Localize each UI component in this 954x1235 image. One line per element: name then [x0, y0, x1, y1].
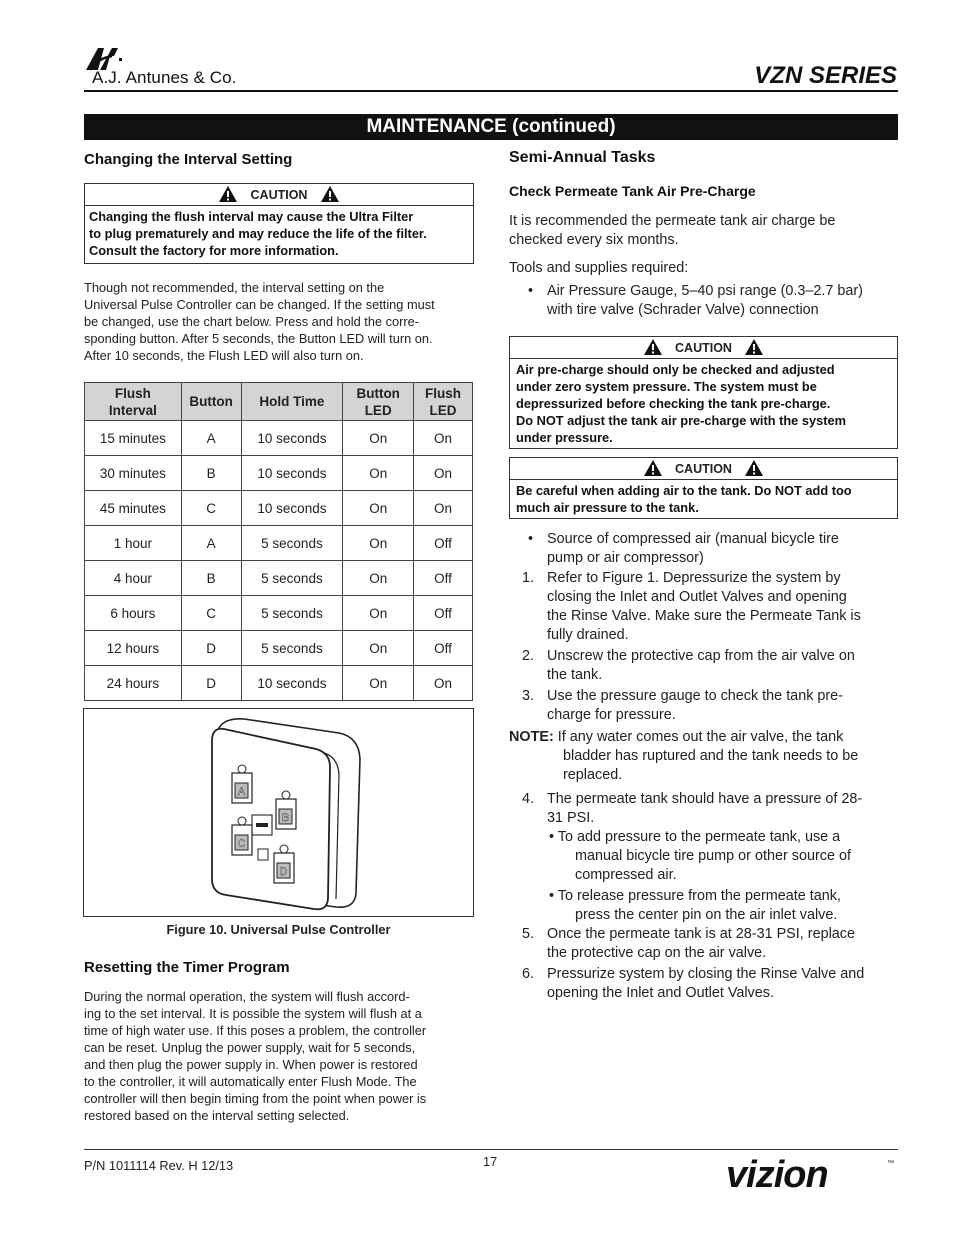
cell-button-led: On: [343, 491, 414, 526]
steps-list-c: [509, 925, 899, 1003]
cell-hold-time: 5 seconds: [241, 526, 343, 561]
button-a-label: A: [237, 786, 246, 798]
sub-bullet-item: • To add pressure to the permeate tank, use a manual bicycle tire pump or other source of compressed air.: [549, 829, 851, 883]
warning-icon: [644, 339, 662, 355]
cell-flush-interval: 24 hours: [85, 666, 182, 701]
warning-icon: [321, 186, 339, 202]
vizion-logo: [726, 1156, 896, 1192]
note-line: bladder has ruptured and the tank needs to be: [563, 748, 859, 764]
warning-icon: [219, 186, 237, 202]
table-row: [85, 666, 473, 701]
caution-line: to plug prematurely and may reduce the life of the filter.: [89, 226, 427, 241]
paragraph-line: controller will then begin timing from the point when power is: [84, 1091, 427, 1106]
col-header-button: Button: [181, 383, 241, 421]
cell-flush-interval: 12 hours: [85, 631, 182, 666]
paragraph-line: During the normal operation, the system will flush accord-: [84, 989, 410, 1004]
cell-button-led: On: [343, 526, 414, 561]
intro-paragraph: [509, 212, 899, 250]
warning-icon: [644, 460, 662, 476]
paragraph-line: sponding button. After 5 seconds, the Button LED will turn on.: [84, 331, 433, 346]
caution-label: CAUTION: [675, 462, 732, 476]
reset-heading: Resetting the Timer Program: [84, 959, 290, 976]
step-item: 4. The permeate tank should have a pressure of 28- 31 PSI.: [522, 791, 863, 826]
step-item: 5. Once the permeate tank is at 28-31 PSI, replace the protective cap on the air valve.: [522, 926, 855, 961]
table-row: [85, 421, 473, 456]
paragraph-line: Though not recommended, the interval setting on the: [84, 280, 385, 295]
caution-label: CAUTION: [250, 188, 308, 202]
button-b-label: B: [281, 812, 290, 824]
cell-flush-interval: 30 minutes: [85, 456, 182, 491]
caution-text: [85, 206, 473, 263]
caution-line: Be careful when adding air to the tank. Do NOT add too: [516, 483, 852, 498]
paragraph-line: It is recommended the permeate tank air charge be: [509, 213, 836, 229]
caution-line: under zero system pressure. The system must be: [516, 379, 817, 394]
series-title: VZN SERIES: [754, 62, 897, 89]
list-item: • Source of compressed air (manual bicycle tire pump or air compressor): [509, 530, 899, 568]
table-row: [85, 456, 473, 491]
caution-line: Do NOT adjust the tank air pre-charge with the system: [516, 413, 846, 428]
paragraph-line: Universal Pulse Controller can be changed. If the setting must: [84, 297, 435, 312]
vizion-wordmark: vizion: [726, 1156, 828, 1192]
cell-flush-led: Off: [414, 526, 473, 561]
caution-header: [510, 458, 897, 480]
cell-flush-interval: 1 hour: [85, 526, 182, 561]
cell-button-led: On: [343, 456, 414, 491]
caution-box-filter: [84, 183, 474, 264]
cell-button: A: [181, 421, 241, 456]
cell-hold-time: 10 seconds: [241, 666, 343, 701]
col-header-flush-interval: Flush Interval: [85, 383, 182, 421]
step-item: 1. Refer to Figure 1. Depressurize the system by closing the Inlet and Outlet Valves and opening the Rinse Valve. Make sure the Permeate Tank is fully drained.: [522, 570, 861, 643]
paragraph-line: can be reset. Unplug the power supply, wait for 5 seconds,: [84, 1040, 416, 1055]
cell-flush-led: On: [414, 666, 473, 701]
cell-button: D: [181, 666, 241, 701]
table-header-row: [85, 383, 473, 421]
cell-hold-time: 10 seconds: [241, 491, 343, 526]
note-line: replaced.: [563, 767, 623, 783]
caution-header: [85, 184, 473, 206]
paragraph-line: restored based on the interval setting selected.: [84, 1108, 350, 1123]
interval-paragraph: [84, 279, 476, 364]
cell-button-led: On: [343, 561, 414, 596]
header-divider: [84, 90, 898, 92]
controller-figure: [83, 708, 474, 917]
cell-flush-led: On: [414, 421, 473, 456]
cell-button: D: [181, 631, 241, 666]
caution-label: CAUTION: [675, 341, 732, 355]
warning-icon: [745, 339, 763, 355]
cell-flush-led: On: [414, 456, 473, 491]
cell-flush-led: Off: [414, 596, 473, 631]
footer-divider: [84, 1149, 898, 1150]
table-row: [85, 526, 473, 561]
cell-button: B: [181, 561, 241, 596]
semi-annual-heading: Semi-Annual Tasks: [509, 149, 656, 166]
caution-line: under pressure.: [516, 430, 613, 445]
note-block: [509, 728, 899, 785]
cell-flush-interval: 4 hour: [85, 561, 182, 596]
cell-flush-led: Off: [414, 631, 473, 666]
cell-flush-interval: 45 minutes: [85, 491, 182, 526]
table-row: [85, 631, 473, 666]
paragraph-line: and then plug the power supply in. When power is restored: [84, 1057, 418, 1072]
list-item: • Air Pressure Gauge, 5–40 psi range (0.3–2.7 bar) with tire valve (Schrader Valve) connection: [509, 282, 899, 320]
pulse-controller-illustration: [84, 709, 473, 916]
button-d-label: D: [279, 866, 288, 878]
paragraph-line: ing to the set interval. It is possible the system will flush at a: [84, 1006, 422, 1021]
cell-button-led: On: [343, 666, 414, 701]
cell-hold-time: 10 seconds: [241, 421, 343, 456]
step-item: 3. Use the pressure gauge to check the tank pre- charge for pressure.: [522, 688, 843, 723]
paragraph-line: to the controller, it will automatically enter Flush Mode. The: [84, 1074, 417, 1089]
button-c-label: C: [237, 838, 246, 850]
interval-heading: Changing the Interval Setting: [84, 151, 293, 168]
cell-button: C: [181, 491, 241, 526]
sub-bullet-item: • To release pressure from the permeate tank, press the center pin on the air inlet valve.: [549, 888, 841, 923]
table-row: [85, 561, 473, 596]
col-header-button-led: Button LED: [343, 383, 414, 421]
caution-line: Consult the factory for more information.: [89, 243, 339, 258]
caution-line: depressurized before checking the tank pre-charge.: [516, 396, 831, 411]
section-banner: MAINTENANCE (continued): [84, 114, 898, 140]
cell-button-led: On: [343, 631, 414, 666]
cell-button: C: [181, 596, 241, 631]
col-header-hold-time: Hold Time: [241, 383, 343, 421]
caution-box-precharge: [509, 336, 898, 449]
cell-hold-time: 5 seconds: [241, 631, 343, 666]
cell-flush-led: Off: [414, 561, 473, 596]
caution-text: [510, 480, 897, 520]
interval-table: [84, 382, 473, 701]
caution-line: much air pressure to the tank.: [516, 500, 699, 515]
cell-button-led: On: [343, 421, 414, 456]
note-line: If any water comes out the air valve, the tank: [557, 729, 844, 745]
step-item: 2. Unscrew the protective cap from the air valve on the tank.: [522, 648, 855, 683]
cell-hold-time: 10 seconds: [241, 456, 343, 491]
step-item: 6. Pressurize system by closing the Rinse Valve and opening the Inlet and Outlet Valves.: [522, 966, 865, 1001]
sub-bullet-list: [509, 828, 899, 925]
paragraph-line: time of high water use. If this poses a problem, the controller: [84, 1023, 427, 1038]
figure-caption: Figure 10. Universal Pulse Controller: [166, 922, 391, 937]
caution-text: [510, 359, 897, 450]
cell-flush-interval: 6 hours: [85, 596, 182, 631]
part-number: P/N 1011114 Rev. H 12/13: [84, 1158, 234, 1173]
caution-header: [510, 337, 897, 359]
steps-list-a: [509, 569, 899, 725]
cell-flush-interval: 15 minutes: [85, 421, 182, 456]
warning-icon: [745, 460, 763, 476]
cell-hold-time: 5 seconds: [241, 596, 343, 631]
check-precharge-heading: Check Permeate Tank Air Pre-Charge: [509, 183, 756, 199]
paragraph-line: After 10 seconds, the Flush LED will also turn on.: [84, 348, 364, 363]
steps-list-b: [509, 790, 899, 828]
trademark-symbol: ™: [887, 1160, 894, 1167]
company-name: A.J. Antunes & Co.: [92, 68, 237, 87]
cell-button-led: On: [343, 596, 414, 631]
cell-flush-led: On: [414, 491, 473, 526]
note-label: NOTE:: [509, 729, 554, 745]
reset-paragraph: [84, 988, 476, 1124]
tools-list: [509, 282, 899, 320]
table-row: [85, 491, 473, 526]
cell-hold-time: 5 seconds: [241, 561, 343, 596]
supplies-list: [509, 530, 899, 568]
caution-line: Changing the flush interval may cause the Ultra Filter: [89, 209, 414, 224]
page-number: 17: [483, 1154, 498, 1169]
tools-label: Tools and supplies required:: [509, 260, 689, 276]
caution-box-overpressure: [509, 457, 898, 519]
cell-button: B: [181, 456, 241, 491]
paragraph-line: checked every six months.: [509, 232, 679, 248]
table-row: [85, 596, 473, 631]
caution-line: Air pre-charge should only be checked and adjusted: [516, 362, 835, 377]
col-header-flush-led: Flush LED: [414, 383, 473, 421]
cell-button: A: [181, 526, 241, 561]
paragraph-line: be changed, use the chart below. Press and hold the corre-: [84, 314, 420, 329]
